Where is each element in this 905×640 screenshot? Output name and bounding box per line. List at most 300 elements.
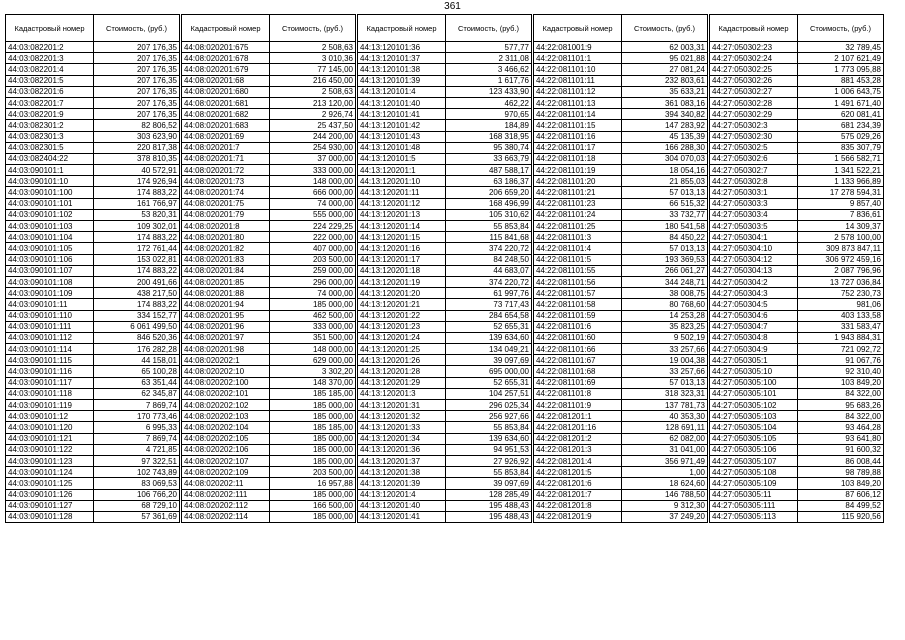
table-row	[534, 321, 708, 332]
cadastral-number-cell: 44:13:120201:21	[358, 299, 446, 310]
cost-cell: 93 464,28	[798, 422, 884, 433]
cadastral-number-cell: 44:08:020201:69	[182, 131, 270, 142]
table-row	[710, 500, 884, 511]
table-row	[6, 243, 180, 254]
cost-cell: 91 600,32	[798, 444, 884, 455]
cadastral-number-cell: 44:03:090101:122	[6, 444, 94, 455]
cost-cell: 1 341 522,21	[798, 165, 884, 176]
table-row	[6, 254, 180, 265]
table-row	[534, 433, 708, 444]
cadastral-number-cell: 44:22:081201:6	[534, 478, 622, 489]
cadastral-number-cell: 44:22:081101:58	[534, 299, 622, 310]
cost-cell: 344 248,71	[622, 276, 708, 287]
cadastral-number-cell: 44:27:050304:5	[710, 299, 798, 310]
cadastral-number-cell: 44:03:090101:102	[6, 209, 94, 220]
cadastral-number-cell: 44:22:081101:15	[534, 120, 622, 131]
cadastral-number-cell: 44:27:050305:102	[710, 400, 798, 411]
table-row	[534, 355, 708, 366]
cadastral-number-cell: 44:13:120201:39	[358, 478, 446, 489]
cost-cell: 207 176,35	[94, 86, 180, 97]
cost-cell: 195 488,43	[446, 500, 532, 511]
cost-cell: 166 500,00	[270, 500, 356, 511]
cadastral-number-cell: 44:03:082201:3	[6, 53, 94, 64]
cost-cell: 2 311,08	[446, 53, 532, 64]
cadastral-number-cell: 44:22:081101:19	[534, 165, 622, 176]
table-row	[534, 455, 708, 466]
cost-cell: 721 092,72	[798, 344, 884, 355]
cost-cell: 62 345,87	[94, 388, 180, 399]
cost-cell: 33 732,77	[622, 209, 708, 220]
cadastral-number-cell: 44:22:081101:8	[534, 388, 622, 399]
cost-cell: 331 583,47	[798, 321, 884, 332]
table-row	[6, 86, 180, 97]
cadastral-number-cell: 44:22:081101:12	[534, 86, 622, 97]
cadastral-number-cell: 44:08:020201:7	[182, 142, 270, 153]
cadastral-number-cell: 44:13:120201:29	[358, 377, 446, 388]
cost-cell: 3 302,20	[270, 366, 356, 377]
table-row	[182, 265, 356, 276]
table-row	[358, 310, 532, 321]
cadastral-number-cell: 44:08:020202:102	[182, 400, 270, 411]
table-row	[710, 478, 884, 489]
cost-cell: 3 466,62	[446, 64, 532, 75]
cost-cell: 66 515,32	[622, 198, 708, 209]
cost-cell: 95 380,74	[446, 142, 532, 153]
table-row	[710, 198, 884, 209]
cadastral-number-cell: 44:08:020201:96	[182, 321, 270, 332]
cadastral-number-cell: 44:27:050305:105	[710, 433, 798, 444]
cost-cell: 168 318,95	[446, 131, 532, 142]
cadastral-number-cell: 44:27:050302:29	[710, 109, 798, 120]
cadastral-number-cell: 44:27:050305:111	[710, 500, 798, 511]
table-row	[710, 86, 884, 97]
cost-cell: 174 883,22	[94, 265, 180, 276]
cost-cell: 139 634,60	[446, 433, 532, 444]
table-row	[6, 265, 180, 276]
cost-cell: 176 282,28	[94, 344, 180, 355]
cadastral-number-cell: 44:22:081101:10	[534, 64, 622, 75]
cadastral-number-cell: 44:08:020201:95	[182, 310, 270, 321]
header-cadastral-number: Кадастровый номер	[358, 15, 446, 42]
cadastral-number-cell: 44:08:020201:85	[182, 276, 270, 287]
cadastral-number-cell: 44:13:120101:5	[358, 153, 446, 164]
cadastral-number-cell: 44:03:090101:105	[6, 243, 94, 254]
cost-cell: 77 145,00	[270, 64, 356, 75]
table-row	[358, 232, 532, 243]
cadastral-number-cell: 44:03:090101:112	[6, 332, 94, 343]
cadastral-number-cell: 44:13:120201:40	[358, 500, 446, 511]
table-row	[182, 478, 356, 489]
cadastral-number-cell: 44:13:120201:34	[358, 433, 446, 444]
cost-cell: 128 285,49	[446, 489, 532, 500]
cadastral-table-5	[709, 14, 884, 523]
cost-cell: 174 883,22	[94, 232, 180, 243]
cost-cell: 185 000,00	[270, 433, 356, 444]
table-row	[182, 232, 356, 243]
cadastral-number-cell: 44:08:020201:79	[182, 209, 270, 220]
cadastral-number-cell: 44:13:120201:19	[358, 276, 446, 287]
table-row	[6, 411, 180, 422]
cadastral-number-cell: 44:03:090101:121	[6, 433, 94, 444]
cadastral-number-cell: 44:13:120201:26	[358, 355, 446, 366]
table-row	[710, 433, 884, 444]
cost-cell: 213 120,00	[270, 97, 356, 108]
cost-cell: 577,77	[446, 42, 532, 53]
header-row	[710, 15, 884, 42]
table-row	[534, 344, 708, 355]
cadastral-number-cell: 44:03:090101:114	[6, 344, 94, 355]
table-row	[710, 142, 884, 153]
cadastral-number-cell: 44:22:081101:21	[534, 187, 622, 198]
cadastral-number-cell: 44:08:020201:8	[182, 221, 270, 232]
table-row	[6, 355, 180, 366]
cost-cell: 207 176,35	[94, 53, 180, 64]
cost-cell: 438 217,50	[94, 288, 180, 299]
cost-cell: 57 013,13	[622, 243, 708, 254]
cadastral-number-cell: 44:03:090101:107	[6, 265, 94, 276]
cost-cell: 84 322,00	[798, 388, 884, 399]
cost-cell: 105 310,62	[446, 209, 532, 220]
cost-cell: 92 310,40	[798, 366, 884, 377]
cadastral-number-cell: 44:08:020202:11	[182, 478, 270, 489]
cost-cell: 185 000,00	[270, 299, 356, 310]
cost-cell: 629 000,00	[270, 355, 356, 366]
table-row	[358, 288, 532, 299]
table-row	[710, 288, 884, 299]
table-row	[182, 366, 356, 377]
table-row	[182, 75, 356, 86]
table-row	[6, 42, 180, 53]
cadastral-number-cell: 44:13:120201:1	[358, 165, 446, 176]
cadastral-number-cell: 44:03:090101:123	[6, 455, 94, 466]
cadastral-number-cell: 44:27:050302:3	[710, 120, 798, 131]
cadastral-number-cell: 44:03:082301:3	[6, 131, 94, 142]
cadastral-number-cell: 44:03:090101:118	[6, 388, 94, 399]
cadastral-number-cell: 44:13:120201:28	[358, 366, 446, 377]
table-row	[182, 332, 356, 343]
cadastral-number-cell: 44:13:120201:4	[358, 489, 446, 500]
cost-cell: 394 340,82	[622, 109, 708, 120]
cadastral-number-cell: 44:27:050305:101	[710, 388, 798, 399]
table-row	[710, 400, 884, 411]
cost-cell: 881 453,28	[798, 75, 884, 86]
table-row	[358, 467, 532, 478]
table-row	[358, 131, 532, 142]
table-row	[6, 299, 180, 310]
cost-cell: 68 729,10	[94, 500, 180, 511]
cost-cell: 193 369,53	[622, 254, 708, 265]
table-row	[710, 97, 884, 108]
cadastral-number-cell: 44:08:020201:72	[182, 165, 270, 176]
table-row	[6, 433, 180, 444]
table-row	[358, 444, 532, 455]
cost-cell: 87 606,12	[798, 489, 884, 500]
table-row	[6, 400, 180, 411]
cadastral-number-cell: 44:08:020201:68	[182, 75, 270, 86]
cost-cell: 207 176,35	[94, 64, 180, 75]
cost-cell: 44 158,01	[94, 355, 180, 366]
table-row	[358, 455, 532, 466]
table-row	[534, 221, 708, 232]
cost-cell: 109 302,01	[94, 221, 180, 232]
cost-cell: 16 957,88	[270, 478, 356, 489]
cadastral-number-cell: 44:08:020201:71	[182, 153, 270, 164]
cost-cell: 27 926,92	[446, 455, 532, 466]
cost-cell: 146 788,50	[622, 489, 708, 500]
cadastral-number-cell: 44:08:020201:88	[182, 288, 270, 299]
cadastral-number-cell: 44:13:120201:36	[358, 444, 446, 455]
table-row	[358, 411, 532, 422]
cost-cell: 666 000,00	[270, 187, 356, 198]
cadastral-number-cell: 44:13:120201:18	[358, 265, 446, 276]
table-row	[358, 120, 532, 131]
table-row	[710, 221, 884, 232]
cadastral-number-cell: 44:22:081101:67	[534, 355, 622, 366]
cost-cell: 185 000,00	[270, 511, 356, 522]
cadastral-number-cell: 44:13:120201:38	[358, 467, 446, 478]
cost-cell: 1 491 671,40	[798, 97, 884, 108]
cadastral-number-cell: 44:08:020202:106	[182, 444, 270, 455]
cadastral-number-cell: 44:27:050305:100	[710, 377, 798, 388]
cost-cell: 148 370,00	[270, 377, 356, 388]
cost-cell: 462,22	[446, 97, 532, 108]
table-row	[358, 265, 532, 276]
cost-cell: 134 049,21	[446, 344, 532, 355]
cost-cell: 53 820,31	[94, 209, 180, 220]
cadastral-number-cell: 44:27:050302:28	[710, 97, 798, 108]
cadastral-number-cell: 44:22:081101:11	[534, 75, 622, 86]
cost-cell: 74 000,00	[270, 288, 356, 299]
cadastral-number-cell: 44:03:090101:104	[6, 232, 94, 243]
table-row	[6, 187, 180, 198]
cadastral-number-cell: 44:03:090101:111	[6, 321, 94, 332]
cadastral-number-cell: 44:27:050305:103	[710, 411, 798, 422]
cost-cell: 40 353,30	[622, 411, 708, 422]
cost-cell: 296 025,34	[446, 400, 532, 411]
header-cost: Стоимость, (руб.)	[94, 15, 180, 42]
cadastral-number-cell: 44:03:090101:108	[6, 276, 94, 287]
cadastral-number-cell: 44:03:090101:1	[6, 165, 94, 176]
cadastral-number-cell: 44:27:050302:7	[710, 165, 798, 176]
table-row	[182, 209, 356, 220]
cadastral-number-cell: 44:27:050304:2	[710, 276, 798, 287]
cost-cell: 284 654,58	[446, 310, 532, 321]
table-row	[710, 377, 884, 388]
cost-cell: 139 634,60	[446, 332, 532, 343]
table-row	[182, 42, 356, 53]
cadastral-number-cell: 44:03:090101:125	[6, 478, 94, 489]
cost-cell: 203 500,00	[270, 254, 356, 265]
table-row	[710, 276, 884, 287]
table-row	[182, 254, 356, 265]
cost-cell: 303 623,90	[94, 131, 180, 142]
cadastral-number-cell: 44:13:120201:41	[358, 511, 446, 522]
cadastral-number-cell: 44:13:120101:41	[358, 109, 446, 120]
cadastral-number-cell: 44:13:120201:3	[358, 388, 446, 399]
table-row	[358, 109, 532, 120]
cadastral-number-cell: 44:22:081101:66	[534, 344, 622, 355]
table-row	[6, 142, 180, 153]
cadastral-number-cell: 44:08:020202:101	[182, 388, 270, 399]
cost-cell: 170 773,46	[94, 411, 180, 422]
cadastral-number-cell: 44:22:081201:8	[534, 500, 622, 511]
table-row	[358, 422, 532, 433]
table-row	[534, 478, 708, 489]
cost-cell: 575 029,26	[798, 131, 884, 142]
cost-cell: 200 491,66	[94, 276, 180, 287]
cost-cell: 185 185,00	[270, 388, 356, 399]
cost-cell: 52 655,31	[446, 321, 532, 332]
table-row	[358, 221, 532, 232]
cadastral-number-cell: 44:22:081101:16	[534, 131, 622, 142]
cost-cell: 33 663,79	[446, 153, 532, 164]
table-row	[182, 489, 356, 500]
cost-cell: 91 067,76	[798, 355, 884, 366]
table-row	[182, 187, 356, 198]
table-row	[6, 478, 180, 489]
table-row	[358, 254, 532, 265]
table-row	[6, 388, 180, 399]
cadastral-number-cell: 44:08:020202:111	[182, 489, 270, 500]
cost-cell: 33 257,66	[622, 366, 708, 377]
table-row	[358, 355, 532, 366]
cost-cell: 620 081,41	[798, 109, 884, 120]
cost-cell: 185 000,00	[270, 489, 356, 500]
table-row	[534, 187, 708, 198]
table-row	[534, 467, 708, 478]
table-row	[534, 377, 708, 388]
cost-cell: 6 061 499,50	[94, 321, 180, 332]
cost-cell: 25 437,50	[270, 120, 356, 131]
cadastral-number-cell: 44:03:090101:127	[6, 500, 94, 511]
cost-cell: 351 500,00	[270, 332, 356, 343]
table-row	[182, 243, 356, 254]
cost-cell: 207 176,35	[94, 109, 180, 120]
cost-cell: 9 312,30	[622, 500, 708, 511]
cadastral-number-cell: 44:27:050302:25	[710, 64, 798, 75]
table-row	[6, 377, 180, 388]
cadastral-number-cell: 44:08:020201:94	[182, 299, 270, 310]
cadastral-number-cell: 44:13:120101:43	[358, 131, 446, 142]
cadastral-number-cell: 44:03:090101:119	[6, 400, 94, 411]
cost-cell: 55 853,84	[446, 221, 532, 232]
cost-cell: 18 624,60	[622, 478, 708, 489]
table-row	[710, 344, 884, 355]
cadastral-number-cell: 44:27:050302:26	[710, 75, 798, 86]
cadastral-number-cell: 44:22:081101:13	[534, 97, 622, 108]
cost-cell: 259 000,00	[270, 265, 356, 276]
cost-cell: 1 943 884,31	[798, 332, 884, 343]
cost-cell: 37 000,00	[270, 153, 356, 164]
cadastral-number-cell: 44:08:020202:1	[182, 355, 270, 366]
table-row	[182, 511, 356, 522]
table-row	[358, 198, 532, 209]
cost-cell: 681 234,39	[798, 120, 884, 131]
cadastral-number-cell: 44:03:082201:5	[6, 75, 94, 86]
table-row	[6, 97, 180, 108]
table-row	[358, 299, 532, 310]
cadastral-number-cell: 44:08:020201:675	[182, 42, 270, 53]
table-row	[534, 265, 708, 276]
table-row	[534, 288, 708, 299]
cadastral-number-cell: 44:27:050305:108	[710, 467, 798, 478]
table-row	[710, 422, 884, 433]
table-row	[534, 489, 708, 500]
cost-cell: 244 200,00	[270, 131, 356, 142]
table-row	[182, 411, 356, 422]
cadastral-number-cell: 44:27:050304:7	[710, 321, 798, 332]
table-row	[6, 500, 180, 511]
cadastral-number-cell: 44:22:081101:14	[534, 109, 622, 120]
cost-cell: 74 000,00	[270, 198, 356, 209]
cost-cell: 63 186,37	[446, 176, 532, 187]
table-row	[6, 489, 180, 500]
table-row	[358, 53, 532, 64]
header-cadastral-number: Кадастровый номер	[710, 15, 798, 42]
cadastral-number-cell: 44:27:050304:6	[710, 310, 798, 321]
cadastral-number-cell: 44:03:090101:128	[6, 511, 94, 522]
table-row	[534, 64, 708, 75]
cadastral-number-cell: 44:03:082201:9	[6, 109, 94, 120]
table-row	[534, 109, 708, 120]
table-row	[710, 388, 884, 399]
table-row	[534, 310, 708, 321]
table-row	[358, 433, 532, 444]
cost-cell: 207 176,35	[94, 97, 180, 108]
cost-cell: 318 323,31	[622, 388, 708, 399]
table-row	[6, 221, 180, 232]
table-row	[182, 64, 356, 75]
cost-cell: 27 081,24	[622, 64, 708, 75]
table-row	[6, 422, 180, 433]
cadastral-number-cell: 44:22:081101:69	[534, 377, 622, 388]
table-row	[358, 153, 532, 164]
cadastral-number-cell: 44:03:090101:10	[6, 176, 94, 187]
cost-cell: 1 566 582,71	[798, 153, 884, 164]
cost-cell: 104 257,51	[446, 388, 532, 399]
cost-cell: 57 361,69	[94, 511, 180, 522]
cadastral-number-cell: 44:03:090101:11	[6, 299, 94, 310]
cost-cell: 45 135,39	[622, 131, 708, 142]
cost-cell: 80 768,60	[622, 299, 708, 310]
cost-cell: 356 971,49	[622, 455, 708, 466]
cost-cell: 1 006 643,75	[798, 86, 884, 97]
cost-cell: 106 766,20	[94, 489, 180, 500]
table-row	[358, 511, 532, 522]
cadastral-table-2	[181, 14, 356, 523]
table-row	[710, 299, 884, 310]
cadastral-number-cell: 44:03:090101:12	[6, 411, 94, 422]
cadastral-number-cell: 44:13:120101:39	[358, 75, 446, 86]
table-row	[710, 53, 884, 64]
cost-cell: 1 133 966,89	[798, 176, 884, 187]
cadastral-number-cell: 44:13:120201:20	[358, 288, 446, 299]
cadastral-number-cell: 44:08:020202:105	[182, 433, 270, 444]
cadastral-number-cell: 44:22:081101:59	[534, 310, 622, 321]
table-row	[534, 86, 708, 97]
cost-cell: 161 766,97	[94, 198, 180, 209]
table-row	[182, 467, 356, 478]
table-row	[534, 332, 708, 343]
table-row	[6, 153, 180, 164]
table-row	[534, 276, 708, 287]
cost-cell: 374 220,72	[446, 276, 532, 287]
table-row	[710, 120, 884, 131]
cost-cell: 207 176,35	[94, 75, 180, 86]
table-row	[534, 97, 708, 108]
cost-cell: 148 000,00	[270, 344, 356, 355]
cost-cell: 2 926,74	[270, 109, 356, 120]
